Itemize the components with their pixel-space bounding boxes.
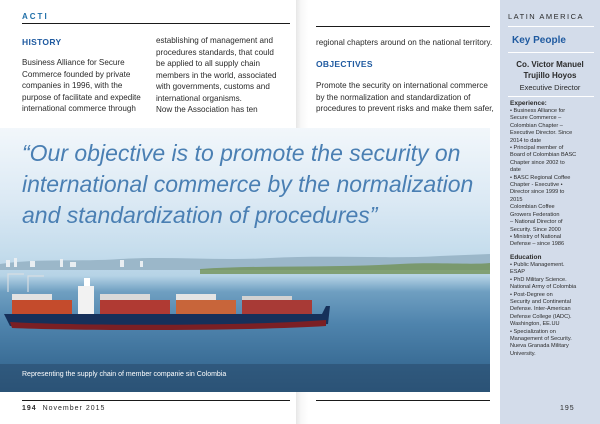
objectives-lead-text: regional chapters around on the national territory. [316, 38, 493, 47]
footer-rule-right [316, 400, 490, 401]
experience-label: Experience: [510, 100, 547, 107]
photo-caption: Representing the supply chain of member companie sin Colombia [22, 371, 227, 378]
header-rule [22, 23, 290, 24]
section-header: ACTI [22, 12, 49, 21]
right-page-number: 195 [560, 405, 575, 412]
history-heading: HISTORY [22, 37, 62, 47]
ship-bridge [78, 286, 94, 314]
objectives-heading: OBJECTIVES [316, 59, 373, 69]
history-column-1: Business Alliance for Secure Commerce founded by private companies in 1996, with the purpose of facilitate and expedite international commerce through [22, 58, 141, 113]
education-text: • Public Management. ESAP • PhD Military Science. National Army of Colombia • Post-Degree on Security and Continental Defense. Inter-American Defense College (IADC). Washington, EE.UU • Specialization on Management of Security. Nueva Granada Military University. [510, 262, 577, 357]
person-role: Executive Director [519, 83, 581, 92]
issue-date: November 2015 [42, 405, 106, 412]
left-page-number: 194 [22, 405, 37, 412]
sidebar-title: Key People [512, 35, 566, 46]
objectives-text: Promote the security on international commerce by the normalization and standardization of procedures to prevent risks and make them safer, [316, 81, 494, 113]
person-name: Co. Victor Manuel Trujillo Hoyos [516, 60, 584, 80]
ship-mast [84, 278, 90, 286]
footer-rule-left [22, 400, 290, 401]
caption-band [0, 364, 490, 392]
port-cranes [8, 274, 44, 292]
left-folio [22, 405, 105, 412]
history-column-2: establishing of management and procedures standards, that could be applied to all supply chain members in the world, associated with governments, customs and international organisms. Now the Association has ten [156, 36, 277, 114]
pull-quote: “Our objective is to promote the security on international commerce by the normalization and standardization of procedures” [22, 140, 474, 228]
sidebar-region-label: LATIN AMERICA [508, 12, 585, 21]
right-header-rule [316, 26, 490, 27]
sidebar-rule-role [508, 96, 594, 97]
shipping-containers [12, 294, 312, 314]
sidebar-rule-title [508, 52, 594, 53]
education-label: Education [510, 254, 542, 261]
experience-text: • Business Alliance for Secure Commerce – Colombian Chapter – Executive Director. Since 2014 to date • Principal member of Board of Colombian BASC Chapter since 2002 to date • BASC Regional Coffee Chapter - Executive • Director since 1999 to 2015 Colombian Coffee Growers Federation – National Director of Security. Since 2000 • Ministry of National Defense – since 1986 [510, 108, 577, 248]
sidebar-rule-top [508, 26, 594, 27]
